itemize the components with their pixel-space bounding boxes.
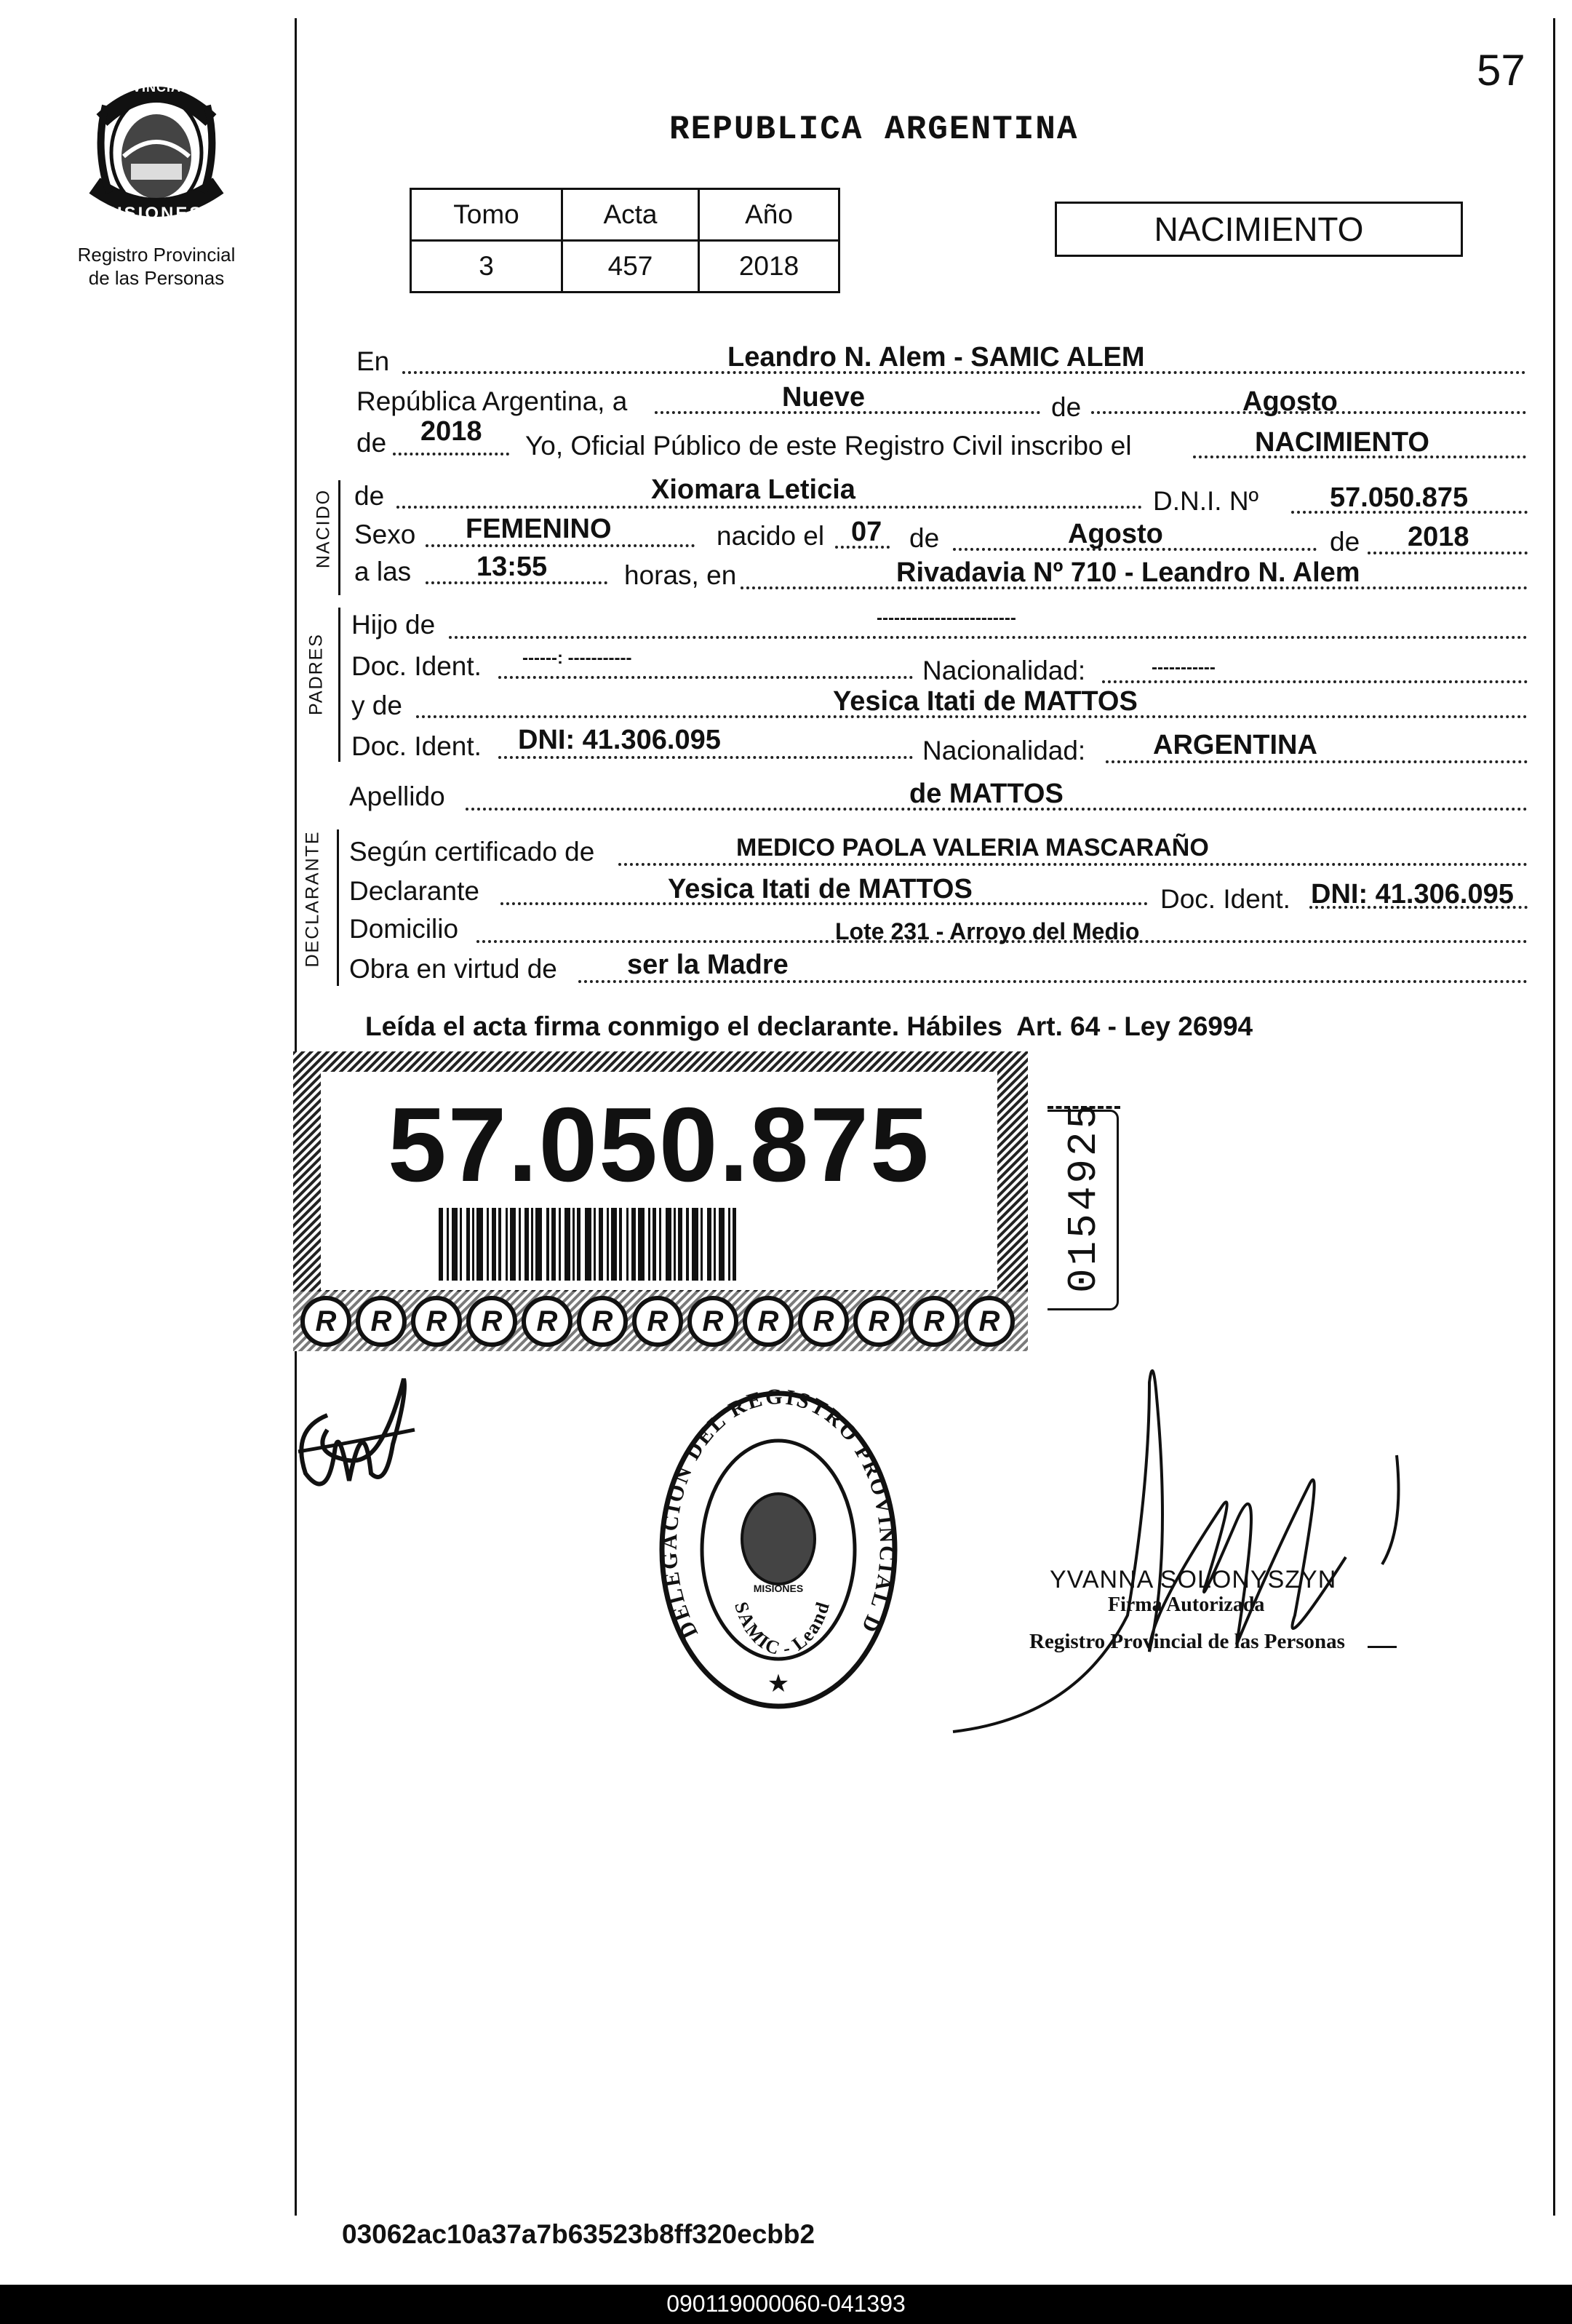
nacido-name-dots xyxy=(396,506,1142,509)
dni-sticker-number: 57.050.875 xyxy=(388,1086,930,1203)
dni-barcode xyxy=(439,1208,853,1281)
obra-dots xyxy=(578,980,1528,983)
father-nat-dots xyxy=(1102,680,1528,683)
birth-de-label: de xyxy=(909,523,940,553)
en-label: En xyxy=(356,346,390,376)
padres-side-label: PADRES xyxy=(306,633,327,715)
month-value: Agosto xyxy=(1242,386,1338,417)
page-title: REPUBLICA ARGENTINA xyxy=(669,111,1079,148)
seal-inner-text: SAMIC - Leand xyxy=(730,1598,834,1660)
act-value: NACIMIENTO xyxy=(1255,427,1429,458)
day-value: Nueve xyxy=(782,382,866,413)
declarante-side-label: DECLARANTE xyxy=(302,830,323,968)
certificado-label: Según certificado de xyxy=(349,837,595,867)
mother-nat-label: Nacionalidad: xyxy=(922,736,1086,765)
father-nat-value: ----------- xyxy=(1152,658,1216,677)
signature-scribble-right xyxy=(931,1339,1426,1746)
document-hash: 03062ac10a37a7b63523b8ff320ecbb2 xyxy=(342,2219,815,2249)
pattern-mark: R xyxy=(577,1296,628,1347)
registry-name-line1: Registro Provincial xyxy=(77,244,236,266)
record-table xyxy=(410,188,840,293)
nacido-el-label: nacido el xyxy=(717,521,825,551)
registry-name-line2: de las Personas xyxy=(88,267,225,289)
dni-label: D.N.I. Nº xyxy=(1153,486,1259,516)
obra-value: ser la Madre xyxy=(627,950,789,980)
newborn-name: Xiomara Leticia xyxy=(651,474,855,505)
mother-value: Yesica Itati de MATTOS xyxy=(833,686,1138,717)
pattern-mark: R xyxy=(356,1296,407,1347)
declarante-label: Declarante xyxy=(349,876,479,906)
apellido-label: Apellido xyxy=(349,781,445,811)
dni-sticker xyxy=(293,1051,1028,1351)
obra-label: Obra en virtud de xyxy=(349,954,557,984)
republica-de-label: de xyxy=(1051,392,1082,422)
registry-seal xyxy=(655,1386,902,1714)
seal-inner-banner: MISIONES xyxy=(753,1583,804,1594)
birth-de-label-2: de xyxy=(1330,527,1360,557)
pattern-mark: R xyxy=(743,1296,794,1347)
y-de-label: y de xyxy=(351,691,402,720)
mother-doc-label: Doc. Ident. xyxy=(351,731,482,761)
birth-year: 2018 xyxy=(1408,522,1469,552)
birth-place: Rivadavia Nº 710 - Leandro N. Alem xyxy=(896,557,1360,588)
pattern-mark: R xyxy=(853,1296,904,1347)
signature-scribble-left xyxy=(284,1364,429,1510)
table-value-acta: 457 xyxy=(562,241,699,293)
domicilio-label: Domicilio xyxy=(349,914,459,944)
year-dots xyxy=(393,453,509,455)
pattern-mark: R xyxy=(687,1296,738,1347)
right-margin-line xyxy=(1553,18,1555,2216)
year-de-label: de xyxy=(356,428,387,458)
apellido-value: de MATTOS xyxy=(909,779,1064,809)
pattern-mark: R xyxy=(909,1296,959,1347)
seal-outer-text: DELEGACION DEL REGISTRO PROVINCIAL D xyxy=(657,1386,900,1642)
serial-stamp-mark xyxy=(1048,1106,1120,1109)
table-header-acta: Acta xyxy=(562,189,699,241)
certificado-value: MEDICO PAOLA VALERIA MASCARAÑO xyxy=(736,834,1209,861)
mother-nat-dots xyxy=(1106,760,1528,763)
sexo-label: Sexo xyxy=(354,520,416,549)
mother-nat-value: ARGENTINA xyxy=(1153,730,1317,760)
page-number: 57 xyxy=(1477,46,1525,95)
newborn-dni: 57.050.875 xyxy=(1330,482,1469,513)
table-header-tomo: Tomo xyxy=(411,189,562,241)
dni-sticker-pattern xyxy=(300,1296,1015,1347)
pattern-mark: R xyxy=(798,1296,849,1347)
sexo-value: FEMENINO xyxy=(466,514,612,544)
padres-bracket xyxy=(338,608,340,762)
pattern-mark: R xyxy=(300,1296,351,1347)
father-doc-value: ------: ----------- xyxy=(522,648,632,668)
certificado-dots xyxy=(618,863,1528,866)
pattern-mark: R xyxy=(466,1296,517,1347)
declarante-doc-label: Doc. Ident. xyxy=(1160,884,1290,914)
declarante-value: Yesica Itati de MATTOS xyxy=(668,874,973,904)
footer-code: 090119000060-041393 xyxy=(666,2291,906,2317)
pattern-mark: R xyxy=(522,1296,572,1347)
yo-label: Yo, Oficial Público de este Registro Civil inscribo el xyxy=(525,431,1132,461)
birth-time: 13:55 xyxy=(476,552,548,582)
horas-label: horas, en xyxy=(624,560,737,590)
declarante-bracket xyxy=(337,829,339,986)
hijo-de-label: Hijo de xyxy=(351,610,436,640)
father-value: ------------------------ xyxy=(877,608,1016,628)
mother-doc-value: DNI: 41.306.095 xyxy=(518,725,721,755)
mother-doc-dots xyxy=(498,756,913,759)
seal-star-icon: ★ xyxy=(767,1670,790,1698)
father-nat-label: Nacionalidad: xyxy=(922,656,1086,685)
logo-banner-text: MISIONES xyxy=(100,204,204,223)
pattern-mark: R xyxy=(632,1296,683,1347)
signatory-role: Firma Autorizada xyxy=(1108,1593,1265,1616)
pattern-mark: R xyxy=(411,1296,462,1347)
record-type-box: NACIMIENTO xyxy=(1055,202,1463,257)
father-dots xyxy=(449,636,1528,639)
domicilio-value: Lote 231 - Arroyo del Medio xyxy=(835,918,1140,944)
signatory-office: Registro Provincial de las Personas xyxy=(1029,1630,1345,1653)
serial-stamp: 0154925 xyxy=(1061,1101,1107,1293)
birth-day: 07 xyxy=(851,517,882,547)
closing-text: Leída el acta firma conmigo el declarante. Hábiles Art. 64 - Ley 26994 xyxy=(365,1011,1253,1041)
signatory-underline xyxy=(1368,1646,1397,1648)
pattern-mark: R xyxy=(964,1296,1015,1347)
republica-label: República Argentina, a xyxy=(356,386,628,416)
en-value: Leandro N. Alem - SAMIC ALEM xyxy=(727,342,1145,373)
table-value-tomo: 3 xyxy=(411,241,562,293)
father-doc-label: Doc. Ident. xyxy=(351,651,482,681)
logo-arc-text: PROVINCIA DE xyxy=(102,80,205,95)
father-doc-dots xyxy=(498,676,913,679)
a-las-label: a las xyxy=(354,557,412,586)
nacido-de-label: de xyxy=(354,481,385,511)
declarante-doc-value: DNI: 41.306.095 xyxy=(1311,879,1514,910)
table-value-ano: 2018 xyxy=(699,241,839,293)
signatory-name: YVANNA SOLONYSZYN xyxy=(1050,1566,1337,1593)
sexo-dots xyxy=(426,544,695,547)
nacido-side-label: NACIDO xyxy=(313,488,334,569)
year-value: 2018 xyxy=(420,416,482,447)
table-header-ano: Año xyxy=(699,189,839,241)
nacido-bracket xyxy=(338,480,340,595)
birth-month: Agosto xyxy=(1068,519,1163,549)
